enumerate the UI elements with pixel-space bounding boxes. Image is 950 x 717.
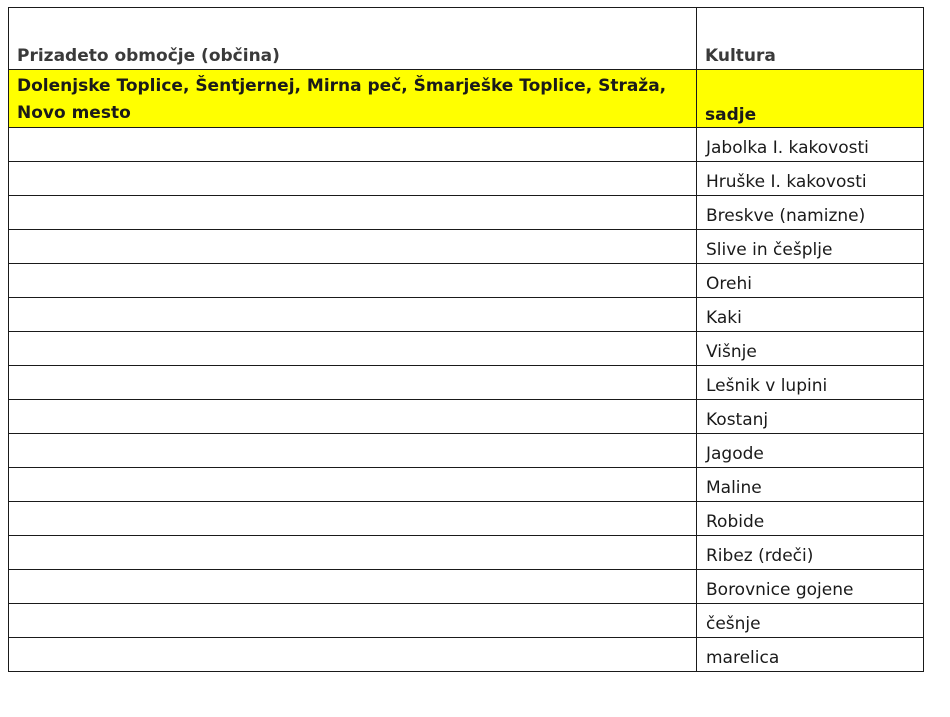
crop-cell[interactable]: marelica [697, 638, 924, 672]
area-cell[interactable] [9, 434, 697, 468]
area-cell[interactable] [9, 162, 697, 196]
table-row [9, 400, 924, 434]
area-cell[interactable] [9, 366, 697, 400]
area-cell[interactable] [9, 400, 697, 434]
area-cell[interactable] [9, 536, 697, 570]
table-row [9, 536, 924, 570]
area-cell[interactable] [9, 128, 697, 162]
table-row [9, 638, 924, 672]
crop-cell[interactable]: Maline [697, 468, 924, 502]
spreadsheet-table [8, 7, 924, 672]
header-culture[interactable]: Kultura [697, 8, 924, 70]
crop-cell[interactable]: češnje [697, 604, 924, 638]
crop-cell[interactable]: Slive in češplje [697, 230, 924, 264]
municipalities-cell[interactable]: Dolenjske Toplice, Šentjernej, Mirna peč, Šmarješke Toplice, Straža, Novo mesto [9, 70, 697, 128]
table-row [9, 264, 924, 298]
category-cell[interactable]: sadje [697, 70, 924, 128]
area-cell[interactable] [9, 298, 697, 332]
crop-cell[interactable]: Orehi [697, 264, 924, 298]
table-row [9, 366, 924, 400]
crop-cell[interactable]: Hruške I. kakovosti [697, 162, 924, 196]
area-cell[interactable] [9, 570, 697, 604]
table-row [9, 434, 924, 468]
table-row [9, 604, 924, 638]
crop-cell[interactable]: Breskve (namizne) [697, 196, 924, 230]
crop-cell[interactable]: Borovnice gojene [697, 570, 924, 604]
area-cell[interactable] [9, 604, 697, 638]
table-row [9, 162, 924, 196]
table-row [9, 298, 924, 332]
crop-cell[interactable]: Jagode [697, 434, 924, 468]
table-row [9, 502, 924, 536]
crop-cell[interactable]: Ribez (rdeči) [697, 536, 924, 570]
area-cell[interactable] [9, 230, 697, 264]
header-row [9, 8, 924, 70]
table-row [9, 196, 924, 230]
area-cell[interactable] [9, 196, 697, 230]
crop-cell[interactable]: Lešnik v lupini [697, 366, 924, 400]
area-cell[interactable] [9, 502, 697, 536]
crop-cell[interactable]: Kostanj [697, 400, 924, 434]
table-row [9, 468, 924, 502]
table-row [9, 570, 924, 604]
area-cell[interactable] [9, 638, 697, 672]
area-cell[interactable] [9, 264, 697, 298]
table-row [9, 128, 924, 162]
header-affected-area[interactable]: Prizadeto območje (občina) [9, 8, 697, 70]
highlight-row [9, 70, 924, 128]
crop-cell[interactable]: Kaki [697, 298, 924, 332]
table-row [9, 230, 924, 264]
crop-cell[interactable]: Jabolka I. kakovosti [697, 128, 924, 162]
area-cell[interactable] [9, 468, 697, 502]
crop-cell[interactable]: Višnje [697, 332, 924, 366]
table-row [9, 332, 924, 366]
area-cell[interactable] [9, 332, 697, 366]
crop-cell[interactable]: Robide [697, 502, 924, 536]
